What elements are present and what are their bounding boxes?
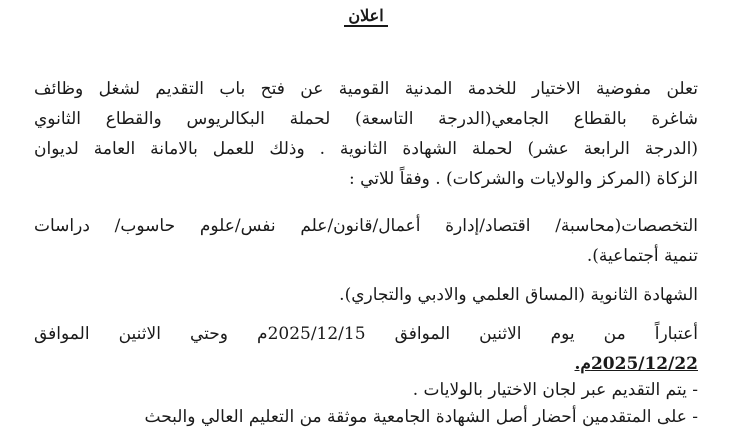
paragraph-line-3: (الدرجة الرابعة عشر) لحملة الشهادة الثانوية . وذلك للعمل بالامانة العامة لديوان: [34, 139, 698, 159]
paragraph-line-2: شاغرة بالقطاع الجامعي(الدرجة التاسعة) لحملة البكالريوس والقطاع الثانوي: [34, 109, 698, 129]
paragraph-line-1: تعلن مفوضية الاختيار للخدمة المدنية القومية عن فتح باب التقديم لشغل وظائف: [34, 79, 698, 99]
bullet-line-1: - يتم التقديم عبر لجان الاختيار بالولايات .: [412, 380, 698, 400]
secondary-certificate-line: الشهادة الثانوية (المساق العلمي والادبي والتجاري).: [339, 285, 698, 305]
bullet-line-2: - على المتقدمين أحضار أصل الشهادة الجامعية موثقة من التعليم العالي والبحث: [144, 407, 698, 427]
title-text: اعلان: [344, 6, 387, 27]
paragraph-line-4: الزكاة (المركز والولايات والشركات) . وفقاً للاتي :: [348, 169, 698, 189]
period-line-2: 2025/12/22م.: [574, 354, 698, 374]
specializations-line-2: تنمية أجتماعية).: [586, 246, 698, 266]
specializations-line-1: التخصصات(محاسبة/ اقتصاد/إدارة أعمال/قانون/علم نفس/علوم حاسوب/ دراسات: [34, 216, 698, 236]
document-title: [0, 6, 732, 25]
period-line-1: أعتباراً من يوم الاثنين الموافق 2025/12/15م وحتي الاثنين الموافق: [34, 324, 698, 344]
